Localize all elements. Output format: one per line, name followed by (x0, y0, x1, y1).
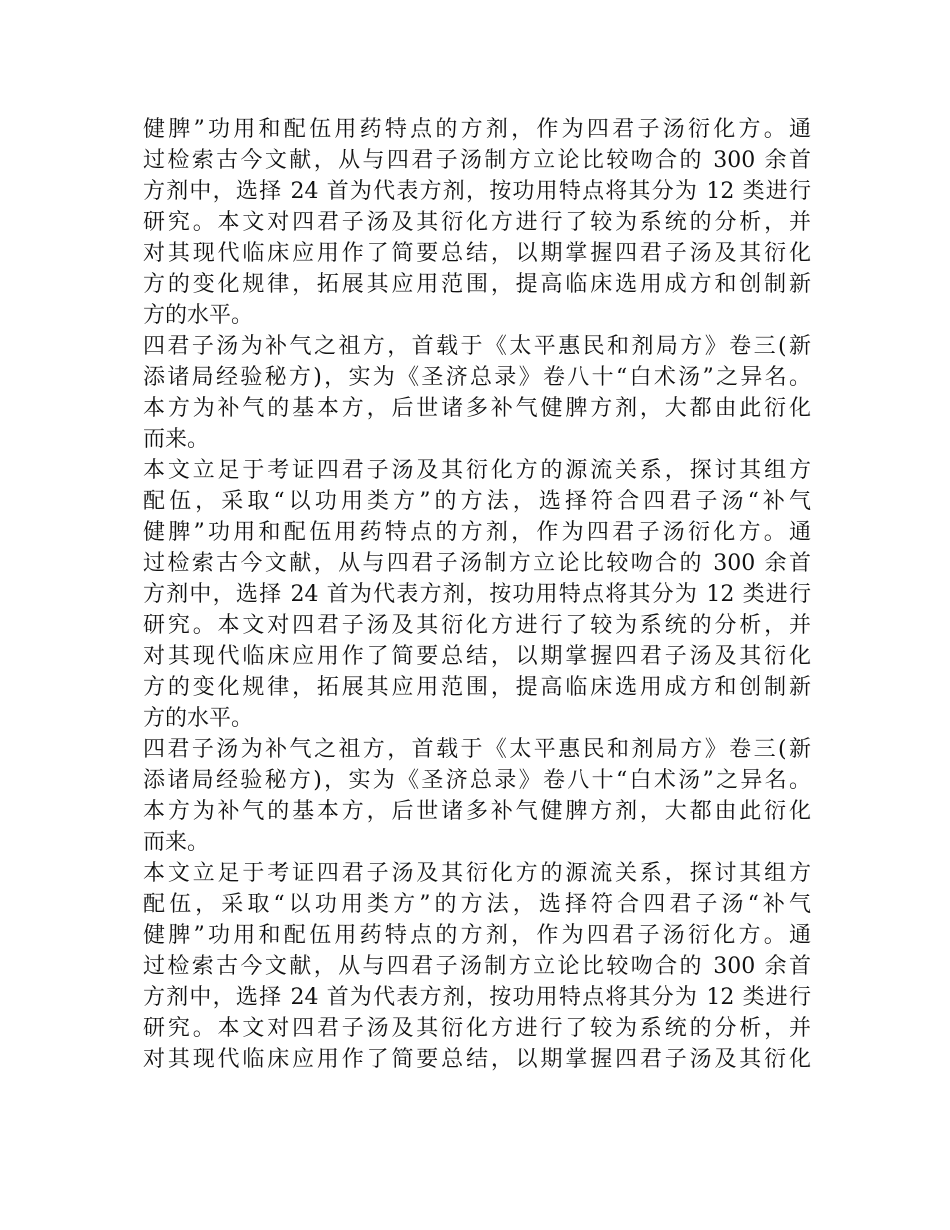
text-line: 本方为补气的基本方，后世诸多补气健脾方剂，大都由此衍化 (143, 799, 811, 824)
text-line: 而来。 (143, 830, 210, 855)
text-line: 方剂中，选择 24 首为代表方剂，按功用特点将其分为 12 类进行 (143, 582, 811, 607)
text-line: 过检索古今文献，从与四君子汤制方立论比较吻合的 300 余首 (143, 954, 811, 979)
text-line: 健脾”功用和配伍用药特点的方剂，作为四君子汤衍化方。通 (143, 117, 811, 142)
text-line: 添诸局经验秘方)，实为《圣济总录》卷八十“白术汤”之异名。 (143, 768, 811, 793)
text-line: 本方为补气的基本方，后世诸多补气健脾方剂，大都由此衍化 (143, 396, 811, 421)
document-page (143, 114, 811, 1075)
text-line: 方的变化规律，拓展其应用范围，提高临床选用成方和创制新 (143, 272, 811, 297)
text-line: 四君子汤为补气之祖方，首载于《太平惠民和剂局方》卷三(新 (143, 737, 811, 762)
text-line: 过检索古今文献，从与四君子汤制方立论比较吻合的 300 余首 (143, 148, 811, 173)
text-line: 添诸局经验秘方)，实为《圣济总录》卷八十“白术汤”之异名。 (143, 365, 811, 390)
text-line: 研究。本文对四君子汤及其衍化方进行了较为系统的分析，并 (143, 1016, 811, 1041)
text-line: 研究。本文对四君子汤及其衍化方进行了较为系统的分析，并 (143, 210, 811, 235)
text-line: 对其现代临床应用作了简要总结，以期掌握四君子汤及其衍化 (143, 644, 811, 669)
text-line: 对其现代临床应用作了简要总结，以期掌握四君子汤及其衍化 (143, 1047, 811, 1072)
text-line: 方的水平。 (143, 706, 254, 731)
text-line: 健脾”功用和配伍用药特点的方剂，作为四君子汤衍化方。通 (143, 520, 811, 545)
text-line: 对其现代临床应用作了简要总结，以期掌握四君子汤及其衍化 (143, 241, 811, 266)
text-line: 健脾”功用和配伍用药特点的方剂，作为四君子汤衍化方。通 (143, 923, 811, 948)
text-line: 本文立足于考证四君子汤及其衍化方的源流关系，探讨其组方 (143, 458, 811, 483)
text-line: 方的变化规律，拓展其应用范围，提高临床选用成方和创制新 (143, 675, 811, 700)
text-line: 研究。本文对四君子汤及其衍化方进行了较为系统的分析，并 (143, 613, 811, 638)
text-line: 方剂中，选择 24 首为代表方剂，按功用特点将其分为 12 类进行 (143, 985, 811, 1010)
text-line: 本文立足于考证四君子汤及其衍化方的源流关系，探讨其组方 (143, 861, 811, 886)
text-line: 方的水平。 (143, 303, 254, 328)
text-line: 方剂中，选择 24 首为代表方剂，按功用特点将其分为 12 类进行 (143, 179, 811, 204)
text-line: 配伍，采取“以功用类方”的方法，选择符合四君子汤“补气 (143, 489, 811, 514)
text-line: 四君子汤为补气之祖方，首载于《太平惠民和剂局方》卷三(新 (143, 334, 811, 359)
text-line: 过检索古今文献，从与四君子汤制方立论比较吻合的 300 余首 (143, 551, 811, 576)
text-line: 配伍，采取“以功用类方”的方法，选择符合四君子汤“补气 (143, 892, 811, 917)
text-line: 而来。 (143, 427, 210, 452)
